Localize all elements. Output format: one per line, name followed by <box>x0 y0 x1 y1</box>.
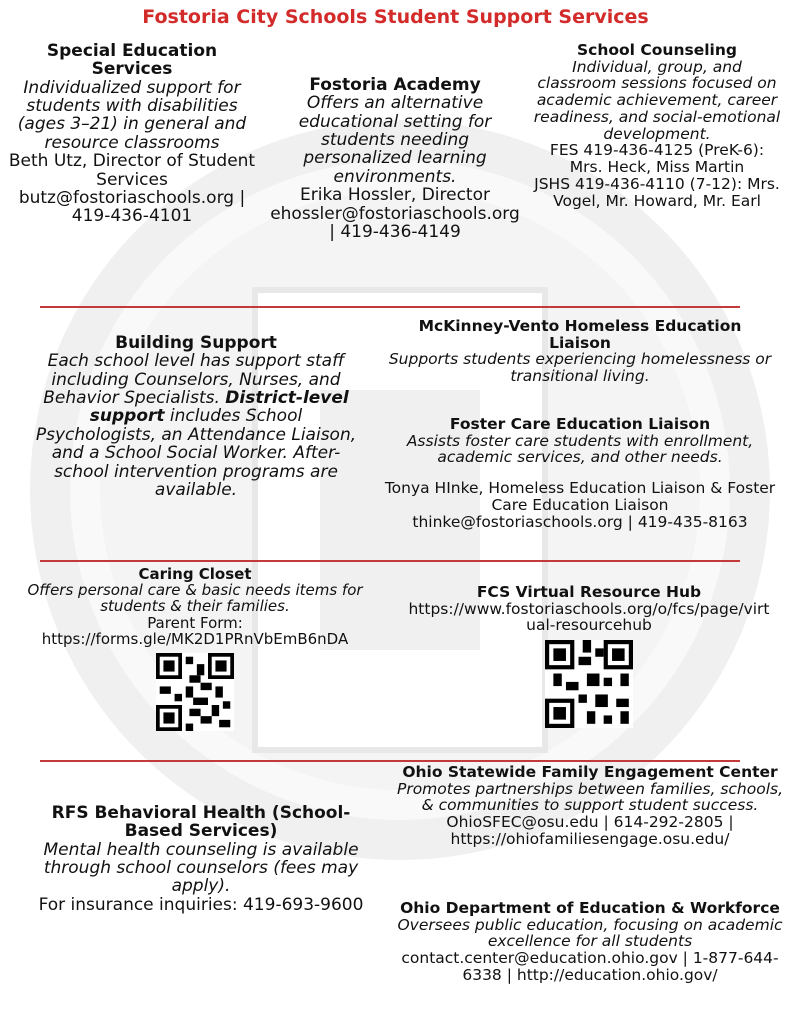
foster-care-email-phone: thinke@fostoriaschools.org | 419-435-8163 <box>412 512 748 531</box>
caring-closet-description: Offers personal care & basic needs items for students & their families. <box>27 581 363 616</box>
virtual-resource-hub-qr-code[interactable] <box>545 640 633 728</box>
fostoria-academy-section <box>270 76 520 241</box>
fostoria-academy-email-phone: ehossler@fostoriaschools.org | 419-436-4149 <box>270 203 520 242</box>
parent-form-label: Parent Form: <box>147 613 243 632</box>
special-education-description: Individualized support for students with disabilities (ages 3–21) in general and resource classrooms <box>17 77 247 153</box>
fostoria-academy-description: Offers an alternative educational setting for students needing personalized learning environments. <box>298 93 492 187</box>
caring-closet-section <box>20 566 370 731</box>
building-support-text-1: Each school level has support staff including Counselors, Nurses, and Behavior Specialists. <box>43 351 345 409</box>
school-counseling-fes: FES 419-436-4125 (PreK-6): Mrs. Heck, Miss Martin <box>549 141 765 177</box>
building-support-section <box>28 334 364 499</box>
school-counseling-section <box>532 42 782 209</box>
school-counseling-heading: School Counseling <box>577 41 737 59</box>
caring-closet-heading: Caring Closet <box>138 565 252 583</box>
building-support-heading: Building Support <box>115 333 277 353</box>
foster-care-description: Assists foster care students with enrollment, academic services, and other needs. <box>406 431 754 467</box>
mckinney-vento-section <box>388 318 772 385</box>
school-counseling-jshs: JSHS 419-436-4110 (7-12): Mrs. Vogel, Mr. Howard, Mr. Earl <box>534 174 780 210</box>
ohio-sfec-heading: Ohio Statewide Family Engagement Center <box>402 763 778 781</box>
foster-care-contact: Tonya HInke, Homeless Education Liaison & Foster Care Education Liaison <box>384 479 776 514</box>
ohio-education-department-heading: Ohio Department of Education & Workforce <box>400 899 780 917</box>
ohio-sfec-description: Promotes partnerships between families, schools, & communities to support student success. <box>396 779 784 815</box>
special-education-contact: Beth Utz, Director of Student Services <box>8 151 256 190</box>
divider-1 <box>40 306 740 308</box>
ohio-education-department-section <box>396 900 784 984</box>
mckinney-vento-description: Supports students experiencing homelessness or transitional living. <box>388 350 772 386</box>
special-education-email-phone: butz@fostoriaschools.org | 419-436-4101 <box>18 187 246 227</box>
special-education-section <box>8 42 256 226</box>
caring-closet-qr-code[interactable] <box>156 653 234 731</box>
parent-form-link[interactable]: https://forms.gle/MK2D1PRnVbEmB6nDA <box>41 629 349 648</box>
building-support-text-2: includes School Psychologists, an Attendance Liaison, and a School Social Worker. After-school intervention programs are available. <box>35 406 357 500</box>
district-level-support-emphasis: District-level support <box>89 388 349 427</box>
divider-2 <box>40 560 740 562</box>
virtual-resource-hub-link[interactable]: https://www.fostoriaschools.org/o/fcs/page/virtual-resourcehub <box>408 599 770 635</box>
building-support-description <box>28 352 364 499</box>
ohio-education-department-description: Oversees public education, focusing on academic excellence for all students <box>397 915 783 951</box>
foster-care-heading: Foster Care Education Liaison <box>449 415 711 433</box>
rfs-insurance-contact: For insurance inquiries: 419-693-9600 <box>38 894 364 915</box>
school-counseling-description: Individual, group, and classroom sessions focused on academic achievement, career readiness, and social-emotional development. <box>533 57 781 143</box>
ohio-sfec-section <box>396 764 784 848</box>
mckinney-vento-heading: McKinney-Vento Homeless Education Liaison <box>418 317 742 352</box>
page-title: Fostoria City Schools Student Support Services <box>142 6 649 28</box>
special-education-heading: Special Education Services <box>46 41 218 80</box>
divider-3 <box>40 760 740 762</box>
rfs-behavioral-health-description: Mental health counseling is available through school counselors (fees may apply). <box>43 839 359 897</box>
fostoria-academy-heading: Fostoria Academy <box>309 75 481 95</box>
ohio-sfec-contact[interactable]: OhioSFEC@osu.edu | 614-292-2805 | https://ohiofamiliesengage.osu.edu/ <box>446 813 734 848</box>
ohio-education-department-contact[interactable]: contact.center@education.ohio.gov | 1-877-644-6338 | http://education.ohio.gov/ <box>401 949 779 984</box>
fostoria-academy-contact: Erika Hossler, Director <box>300 185 490 206</box>
rfs-behavioral-health-heading: RFS Behavioral Health (School-Based Services) <box>51 803 351 842</box>
virtual-resource-hub-section <box>408 584 770 728</box>
foster-care-section <box>380 416 780 530</box>
virtual-resource-hub-heading: FCS Virtual Resource Hub <box>476 583 702 601</box>
rfs-behavioral-health-section <box>36 804 366 914</box>
